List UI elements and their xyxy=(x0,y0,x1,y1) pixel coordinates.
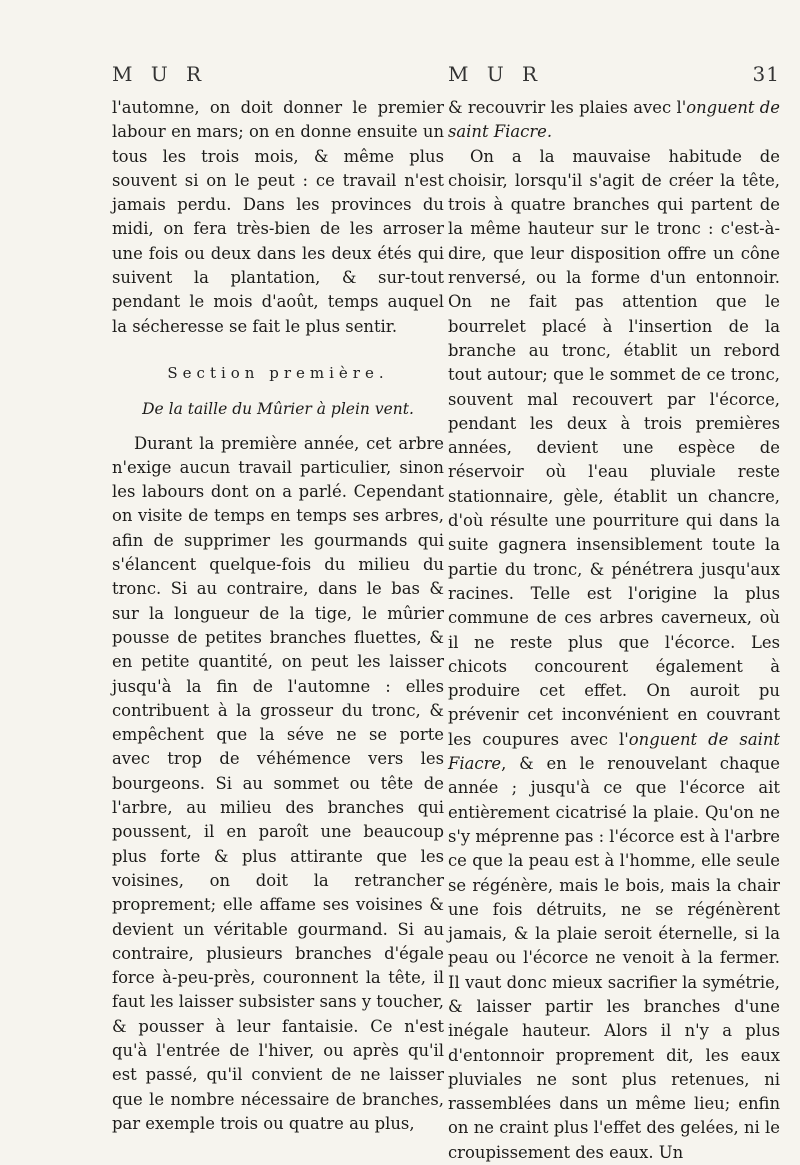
right-paragraph-2 xyxy=(448,145,780,1165)
right-running-head-text: M U R xyxy=(448,62,544,86)
left-running-head xyxy=(112,62,444,92)
left-running-head-text: M U R xyxy=(112,62,208,86)
right-paragraph-1-italic: onguent de saint Fiacre. xyxy=(448,98,780,142)
section-subtitle: De la taille du Mûrier à plein vent. xyxy=(142,400,414,419)
right-paragraph-2-italic: onguent de saint Fiacre xyxy=(448,729,780,774)
right-column xyxy=(448,62,780,1165)
right-column-text xyxy=(448,96,780,1165)
page-number: 31 xyxy=(752,62,780,86)
right-paragraph-1-text: & recouvrir les plaies avec l' xyxy=(448,98,687,117)
right-paragraph-2-text-b: , & en le renouvelant chaque année ; jusqu'à ce que l'écorce ait entièrement cicatrisé la plaie. Qu'on ne s'y méprenne pas : l'écorce est à l'arbre ce que la peau est à l'homme, elle seule se régénère, mais le bois, mais la chair une fois détruits, ne se régénèrent jamais, & la plaie seroit éternelle, si la peau ou l'écorce ne venoit à la fermer. Il vaut donc mieux sacrifier la symétrie, & laisser partir les branches d'une inégale hauteur. Alors il n'y a plus d'entonnoir proprement dit, les eaux pluviales ne sont plus retenues, ni rassemblées dans un même lieu; enfin on ne craint plus l'effet des gelées, ni le croupissement des eaux. Un xyxy=(448,754,780,1162)
left-column-text xyxy=(112,96,444,1136)
left-paragraph-2: Durant la première année, cet arbre n'exige aucun travail particulier, sinon les labours dont on a parlé. Cependant on visite de temps en temps ses arbres, afin de supprimer les gourmands qui s'élancent quelque-fois du milieu du tronc. Si au contraire, dans le bas & sur la longueur de la tige, le mûrier pousse de petites branches fluettes, & en petite quantité, on peut les laisser jusqu'à la fin de l'automne : elles contribuent à la grosseur du tronc, & empêchent que la séve ne se porte avec trop de véhémence vers les bourgeons. Si au sommet ou tête de l'arbre, au milieu des branches qui poussent, il en paroît une beaucoup plus forte & plus attirante que les voisines, on doit la retrancher proprement; elle affame ses voisines & devient un véritable gourmand. Si au contraire, plusieurs branches d'égale force à-peu-près, couronnent la tête, il faut les laisser subsister sans y toucher, & pousser à leur fantaisie. Ce n'est qu'à l'entrée de l'hiver, ou après qu'il est passé, qu'il convient de ne laisser que le nombre nécessaire de branches, par exemple trois ou quatre au plus, xyxy=(112,433,444,1133)
left-paragraph-1: l'automne, on doit donner le premier labour en mars; on en donne ensuite un tous les trois mois, & même plus souvent si on le peut : ce travail n'est jamais perdu. Dans les provinces du midi, on fera très-bien de les arroser une fois ou deux dans les deux étés qui suivent la plantation, & sur-tout pendant le mois d'août, temps auquel la sécheresse se fait le plus sentir. xyxy=(112,98,444,336)
section-title: Section première. xyxy=(167,363,389,382)
right-paragraph-1 xyxy=(448,96,780,145)
right-running-head xyxy=(448,62,780,92)
right-paragraph-2-text-a: On a la mauvaise habitude de choisir, lorsqu'il s'agit de créer la tête, trois à quatre branches qui partent de la même hauteur sur le tronc : c'est-à-dire, que leur disposition offre un cône renversé, ou la forme d'un entonnoir. On ne fait pas attention que le bourrelet placé à l'insertion de la branche au tronc, établit un rebord tout autour; que le sommet de ce tronc, souvent mal recouvert par l'écorce, pendant les deux à trois premières années, devient une espèce de réservoir où l'eau pluviale reste stationnaire, gèle, établit un chancre, d'où résulte une pourriture qui dans la suite gagnera insensiblement toute la partie du tronc, & pénétrera jusqu'aux racines. Telle est l'origine la plus commune de ces arbres caverneux, où il ne reste plus que l'écorce. Les chicots concourent également à produire cet effet. On auroit pu prévenir cet inconvénient en couvrant les coupures avec l' xyxy=(448,146,780,749)
left-column xyxy=(112,62,444,1136)
